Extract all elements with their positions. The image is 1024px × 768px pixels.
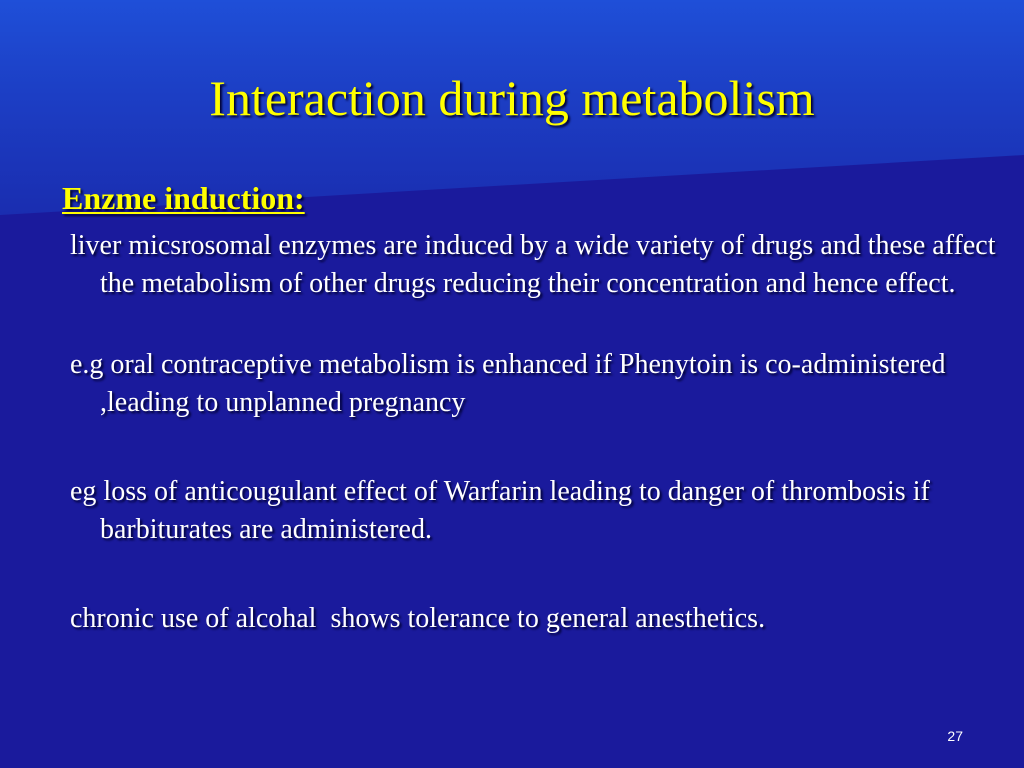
page-number: 27 [947, 728, 963, 744]
bullet-paragraph: eg loss of anticougulant effect of Warfarin leading to danger of thrombosis if barbiturates are administered. [70, 476, 930, 545]
slide-title: Interaction during metabolism [209, 70, 815, 126]
bullet-paragraph: chronic use of alcohal shows tolerance to general anesthetics. [70, 603, 766, 634]
bullet-paragraph: liver micsrosomal enzymes are induced by a wide variety of drugs and these affect the metabolism of other drugs reducing their concentration and hence effect. [70, 230, 996, 299]
section-heading: Enzme induction: [62, 180, 305, 216]
bullet-paragraph: e.g oral contraceptive metabolism is enhanced if Phenytoin is co-administered ,leading to unplanned pregnancy [70, 349, 946, 418]
